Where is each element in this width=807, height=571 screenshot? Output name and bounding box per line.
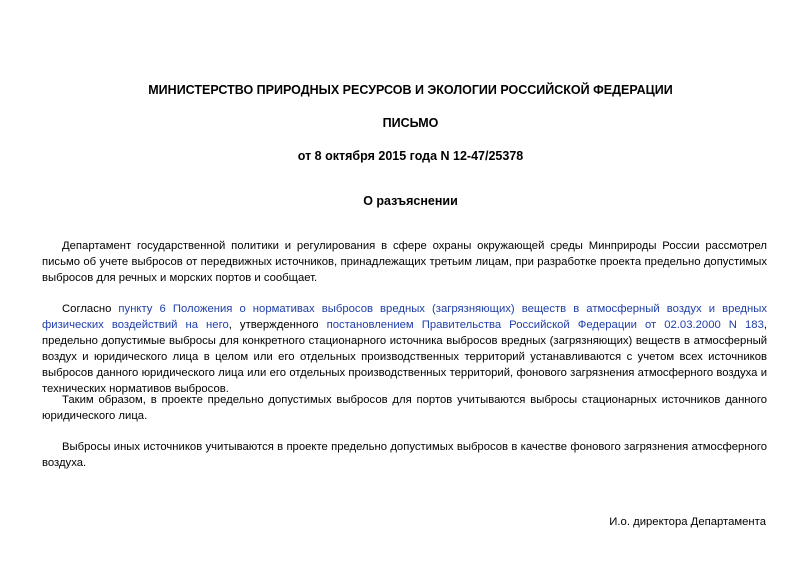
paragraph-2-intro: Согласно [62, 303, 119, 315]
regulation-clause-link[interactable]: пункту 6 Положения о нормативах выбросов вредных (загрязняющих) веществ в атмосферный воздух и вредных физических воздействий на него [42, 303, 767, 331]
paragraph-1: Департамент государственной политики и регулирования в сфере охраны окружающей среды Минприроды России рассмотрел письмо об учете выбросов от передвижных источников, принадлежащих третьим лицам, при разработке проекта предельно допустимых выбросов для речных и морских портов и сообщает. [42, 240, 767, 284]
paragraph-4: Выбросы иных источников учитываются в проекте предельно допустимых выбросов в качестве фонового загрязнения атмосферного воздуха. [42, 441, 767, 469]
signature-title: И.о. директора Департамента [609, 516, 766, 528]
document-date-number: от 8 октября 2015 года N 12-47/25378 [297, 149, 524, 163]
paragraph-3: Таким образом, в проекте предельно допустимых выбросов для портов учитываются выбросы стационарных источников данного юридического лица. [42, 394, 767, 422]
paragraph-2-connector: , утвержденного [228, 319, 327, 331]
government-decree-link[interactable]: постановлением Правительства Российской Федерации от 02.03.2000 N 183 [326, 319, 764, 331]
document-subject: О разъяснении [363, 194, 458, 208]
paragraph-2-rest: , предельно допустимые выбросы для конкретного стационарного источника выбросов вредных (загрязняющих) веществ в атмосферный воздух и юридического лица в целом или его отдельных производственных территорий устанавливаются с учетом всех источников выбросов данного юридического лица или его отдельных производственных территорий, фонового загрязнения атмосферного воздуха и технических нормативов выбросов. [42, 319, 767, 395]
paragraph-2 [42, 301, 767, 397]
document-type: ПИСЬМО [382, 116, 439, 130]
ministry-title: МИНИСТЕРСТВО ПРИРОДНЫХ РЕСУРСОВ И ЭКОЛОГИИ РОССИЙСКОЙ ФЕДЕРАЦИИ [148, 83, 673, 97]
